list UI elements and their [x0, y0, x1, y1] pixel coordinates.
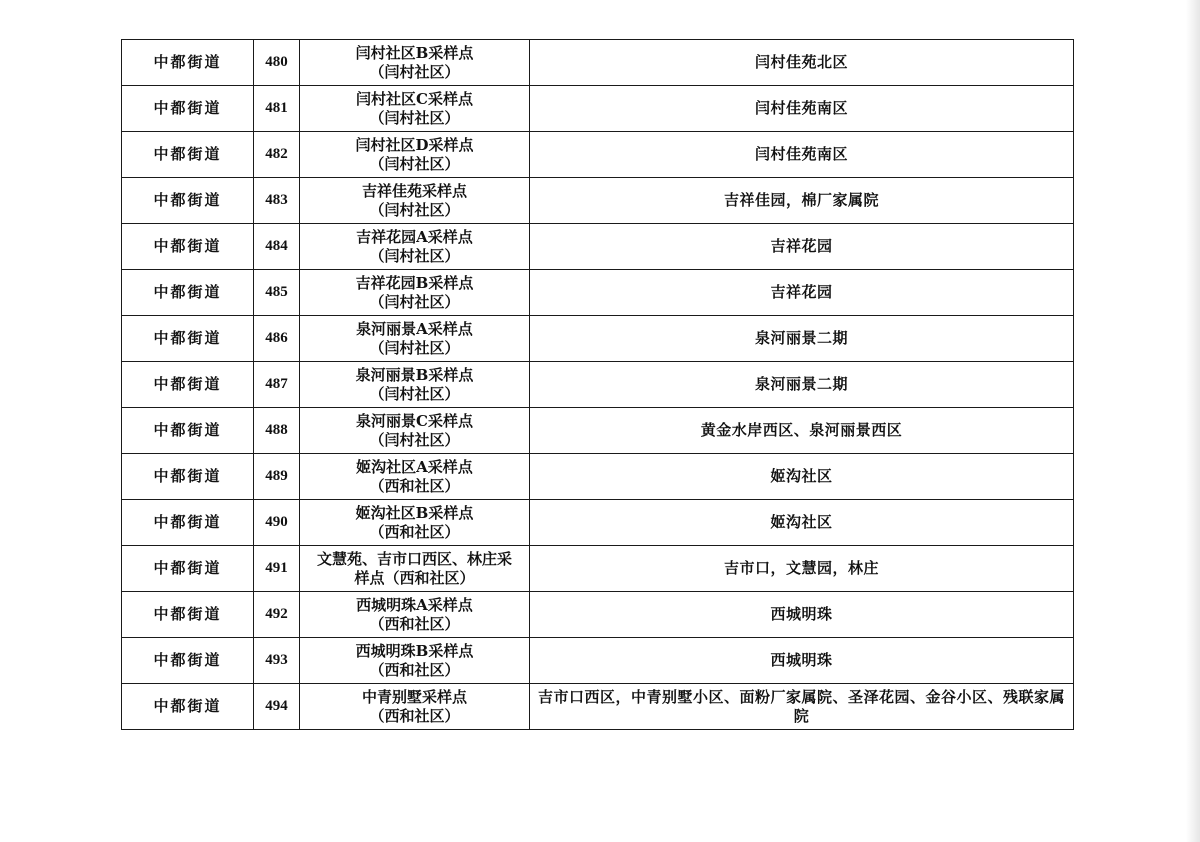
sampling-site-community: （闫村社区） — [369, 430, 460, 449]
sampling-site-cell — [300, 500, 530, 546]
page-edge-shadow — [1186, 0, 1200, 842]
sampling-site-name: 西城明珠B采样点 — [355, 641, 474, 660]
covered-area-cell: 闫村佳苑南区 — [530, 86, 1074, 132]
sampling-site-community: （闫村社区） — [369, 384, 460, 403]
sampling-site-cell — [300, 684, 530, 730]
sampling-site-name: 吉祥花园B采样点 — [355, 273, 474, 292]
sampling-site-name: 吉祥佳苑采样点 — [361, 181, 467, 200]
table-row — [122, 178, 1074, 224]
sampling-site-name: 闫村社区D采样点 — [355, 135, 474, 154]
covered-area-cell: 吉祥佳园，棉厂家属院 — [530, 178, 1074, 224]
sampling-site-community: （闫村社区） — [369, 338, 460, 357]
serial-number-cell: 488 — [254, 408, 300, 454]
sampling-site-cell — [300, 546, 530, 592]
sampling-site-cell — [300, 86, 530, 132]
covered-area-cell: 西城明珠 — [530, 592, 1074, 638]
table-row — [122, 638, 1074, 684]
street-cell: 中都街道 — [122, 546, 254, 592]
sampling-site-community: （闫村社区） — [369, 108, 460, 127]
street-cell: 中都街道 — [122, 132, 254, 178]
sampling-site-community: （西和社区） — [369, 522, 460, 541]
street-cell: 中都街道 — [122, 270, 254, 316]
table-row — [122, 224, 1074, 270]
sampling-site-name: 吉祥花园A采样点 — [356, 227, 473, 246]
sampling-site-name: 姬沟社区B采样点 — [355, 503, 474, 522]
covered-area-cell: 吉祥花园 — [530, 224, 1074, 270]
serial-number-cell: 492 — [254, 592, 300, 638]
sampling-site-cell — [300, 40, 530, 86]
table-row — [122, 132, 1074, 178]
covered-area-cell: 泉河丽景二期 — [530, 316, 1074, 362]
sampling-site-cell — [300, 592, 530, 638]
sampling-site-table — [121, 39, 1074, 730]
table-row — [122, 592, 1074, 638]
serial-number-cell: 491 — [254, 546, 300, 592]
street-cell: 中都街道 — [122, 684, 254, 730]
street-cell: 中都街道 — [122, 638, 254, 684]
sampling-site-cell — [300, 316, 530, 362]
sampling-site-cell — [300, 408, 530, 454]
sampling-site-community: （闫村社区） — [369, 246, 460, 265]
serial-number-cell: 485 — [254, 270, 300, 316]
serial-number-cell: 480 — [254, 40, 300, 86]
sampling-site-cell — [300, 224, 530, 270]
table-row — [122, 86, 1074, 132]
sampling-site-community: （闫村社区） — [369, 292, 460, 311]
covered-area-cell: 黄金水岸西区、泉河丽景西区 — [530, 408, 1074, 454]
sampling-site-community: （闫村社区） — [369, 62, 460, 81]
covered-area-cell: 吉市口西区，中青别墅小区、面粉厂家属院、圣泽花园、金谷小区、残联家属院 — [530, 684, 1074, 730]
covered-area-cell: 泉河丽景二期 — [530, 362, 1074, 408]
serial-number-cell: 482 — [254, 132, 300, 178]
table-row — [122, 454, 1074, 500]
street-cell: 中都街道 — [122, 178, 254, 224]
sampling-site-community: （西和社区） — [369, 660, 460, 679]
covered-area-cell: 吉祥花园 — [530, 270, 1074, 316]
street-cell: 中都街道 — [122, 224, 254, 270]
table-row — [122, 362, 1074, 408]
serial-number-cell: 486 — [254, 316, 300, 362]
sampling-site-community: （西和社区） — [369, 614, 460, 633]
sampling-site-name: 西城明珠A采样点 — [356, 595, 473, 614]
sampling-site-name: 中青别墅采样点 — [361, 687, 467, 706]
sampling-site-cell — [300, 638, 530, 684]
sampling-site-cell — [300, 132, 530, 178]
sampling-site-cell — [300, 178, 530, 224]
table-row — [122, 684, 1074, 730]
covered-area-cell: 闫村佳苑北区 — [530, 40, 1074, 86]
street-cell: 中都街道 — [122, 500, 254, 546]
sampling-site-name: 泉河丽景B采样点 — [355, 365, 474, 384]
serial-number-cell: 481 — [254, 86, 300, 132]
table-row — [122, 408, 1074, 454]
sampling-site-community: 样点（西和社区） — [354, 568, 475, 587]
table-row — [122, 546, 1074, 592]
street-cell: 中都街道 — [122, 592, 254, 638]
serial-number-cell: 489 — [254, 454, 300, 500]
sampling-site-community: （闫村社区） — [369, 200, 460, 219]
covered-area-cell: 西城明珠 — [530, 638, 1074, 684]
sampling-site-name: 闫村社区B采样点 — [355, 43, 474, 62]
table-row — [122, 316, 1074, 362]
sampling-site-table-container — [121, 39, 1073, 730]
covered-area-cell: 姬沟社区 — [530, 500, 1074, 546]
serial-number-cell: 484 — [254, 224, 300, 270]
sampling-site-name: 姬沟社区A采样点 — [356, 457, 473, 476]
sampling-site-community: （西和社区） — [369, 706, 460, 725]
sampling-site-name: 文慧苑、吉市口西区、林庄采 — [316, 549, 512, 568]
sampling-site-name: 泉河丽景A采样点 — [356, 319, 473, 338]
covered-area-cell: 闫村佳苑南区 — [530, 132, 1074, 178]
street-cell: 中都街道 — [122, 316, 254, 362]
sampling-site-name: 闫村社区C采样点 — [356, 89, 473, 108]
covered-area-cell: 吉市口，文慧园，林庄 — [530, 546, 1074, 592]
street-cell: 中都街道 — [122, 454, 254, 500]
table-row — [122, 500, 1074, 546]
sampling-site-cell — [300, 270, 530, 316]
serial-number-cell: 490 — [254, 500, 300, 546]
sampling-site-name: 泉河丽景C采样点 — [356, 411, 473, 430]
street-cell: 中都街道 — [122, 362, 254, 408]
table-row — [122, 40, 1074, 86]
street-cell: 中都街道 — [122, 86, 254, 132]
street-cell: 中都街道 — [122, 408, 254, 454]
serial-number-cell: 494 — [254, 684, 300, 730]
sampling-site-community: （西和社区） — [369, 476, 460, 495]
serial-number-cell: 493 — [254, 638, 300, 684]
table-row — [122, 270, 1074, 316]
sampling-site-cell — [300, 454, 530, 500]
serial-number-cell: 483 — [254, 178, 300, 224]
serial-number-cell: 487 — [254, 362, 300, 408]
sampling-site-cell — [300, 362, 530, 408]
street-cell: 中都街道 — [122, 40, 254, 86]
table-body — [122, 40, 1074, 730]
sampling-site-community: （闫村社区） — [369, 154, 460, 173]
covered-area-cell: 姬沟社区 — [530, 454, 1074, 500]
